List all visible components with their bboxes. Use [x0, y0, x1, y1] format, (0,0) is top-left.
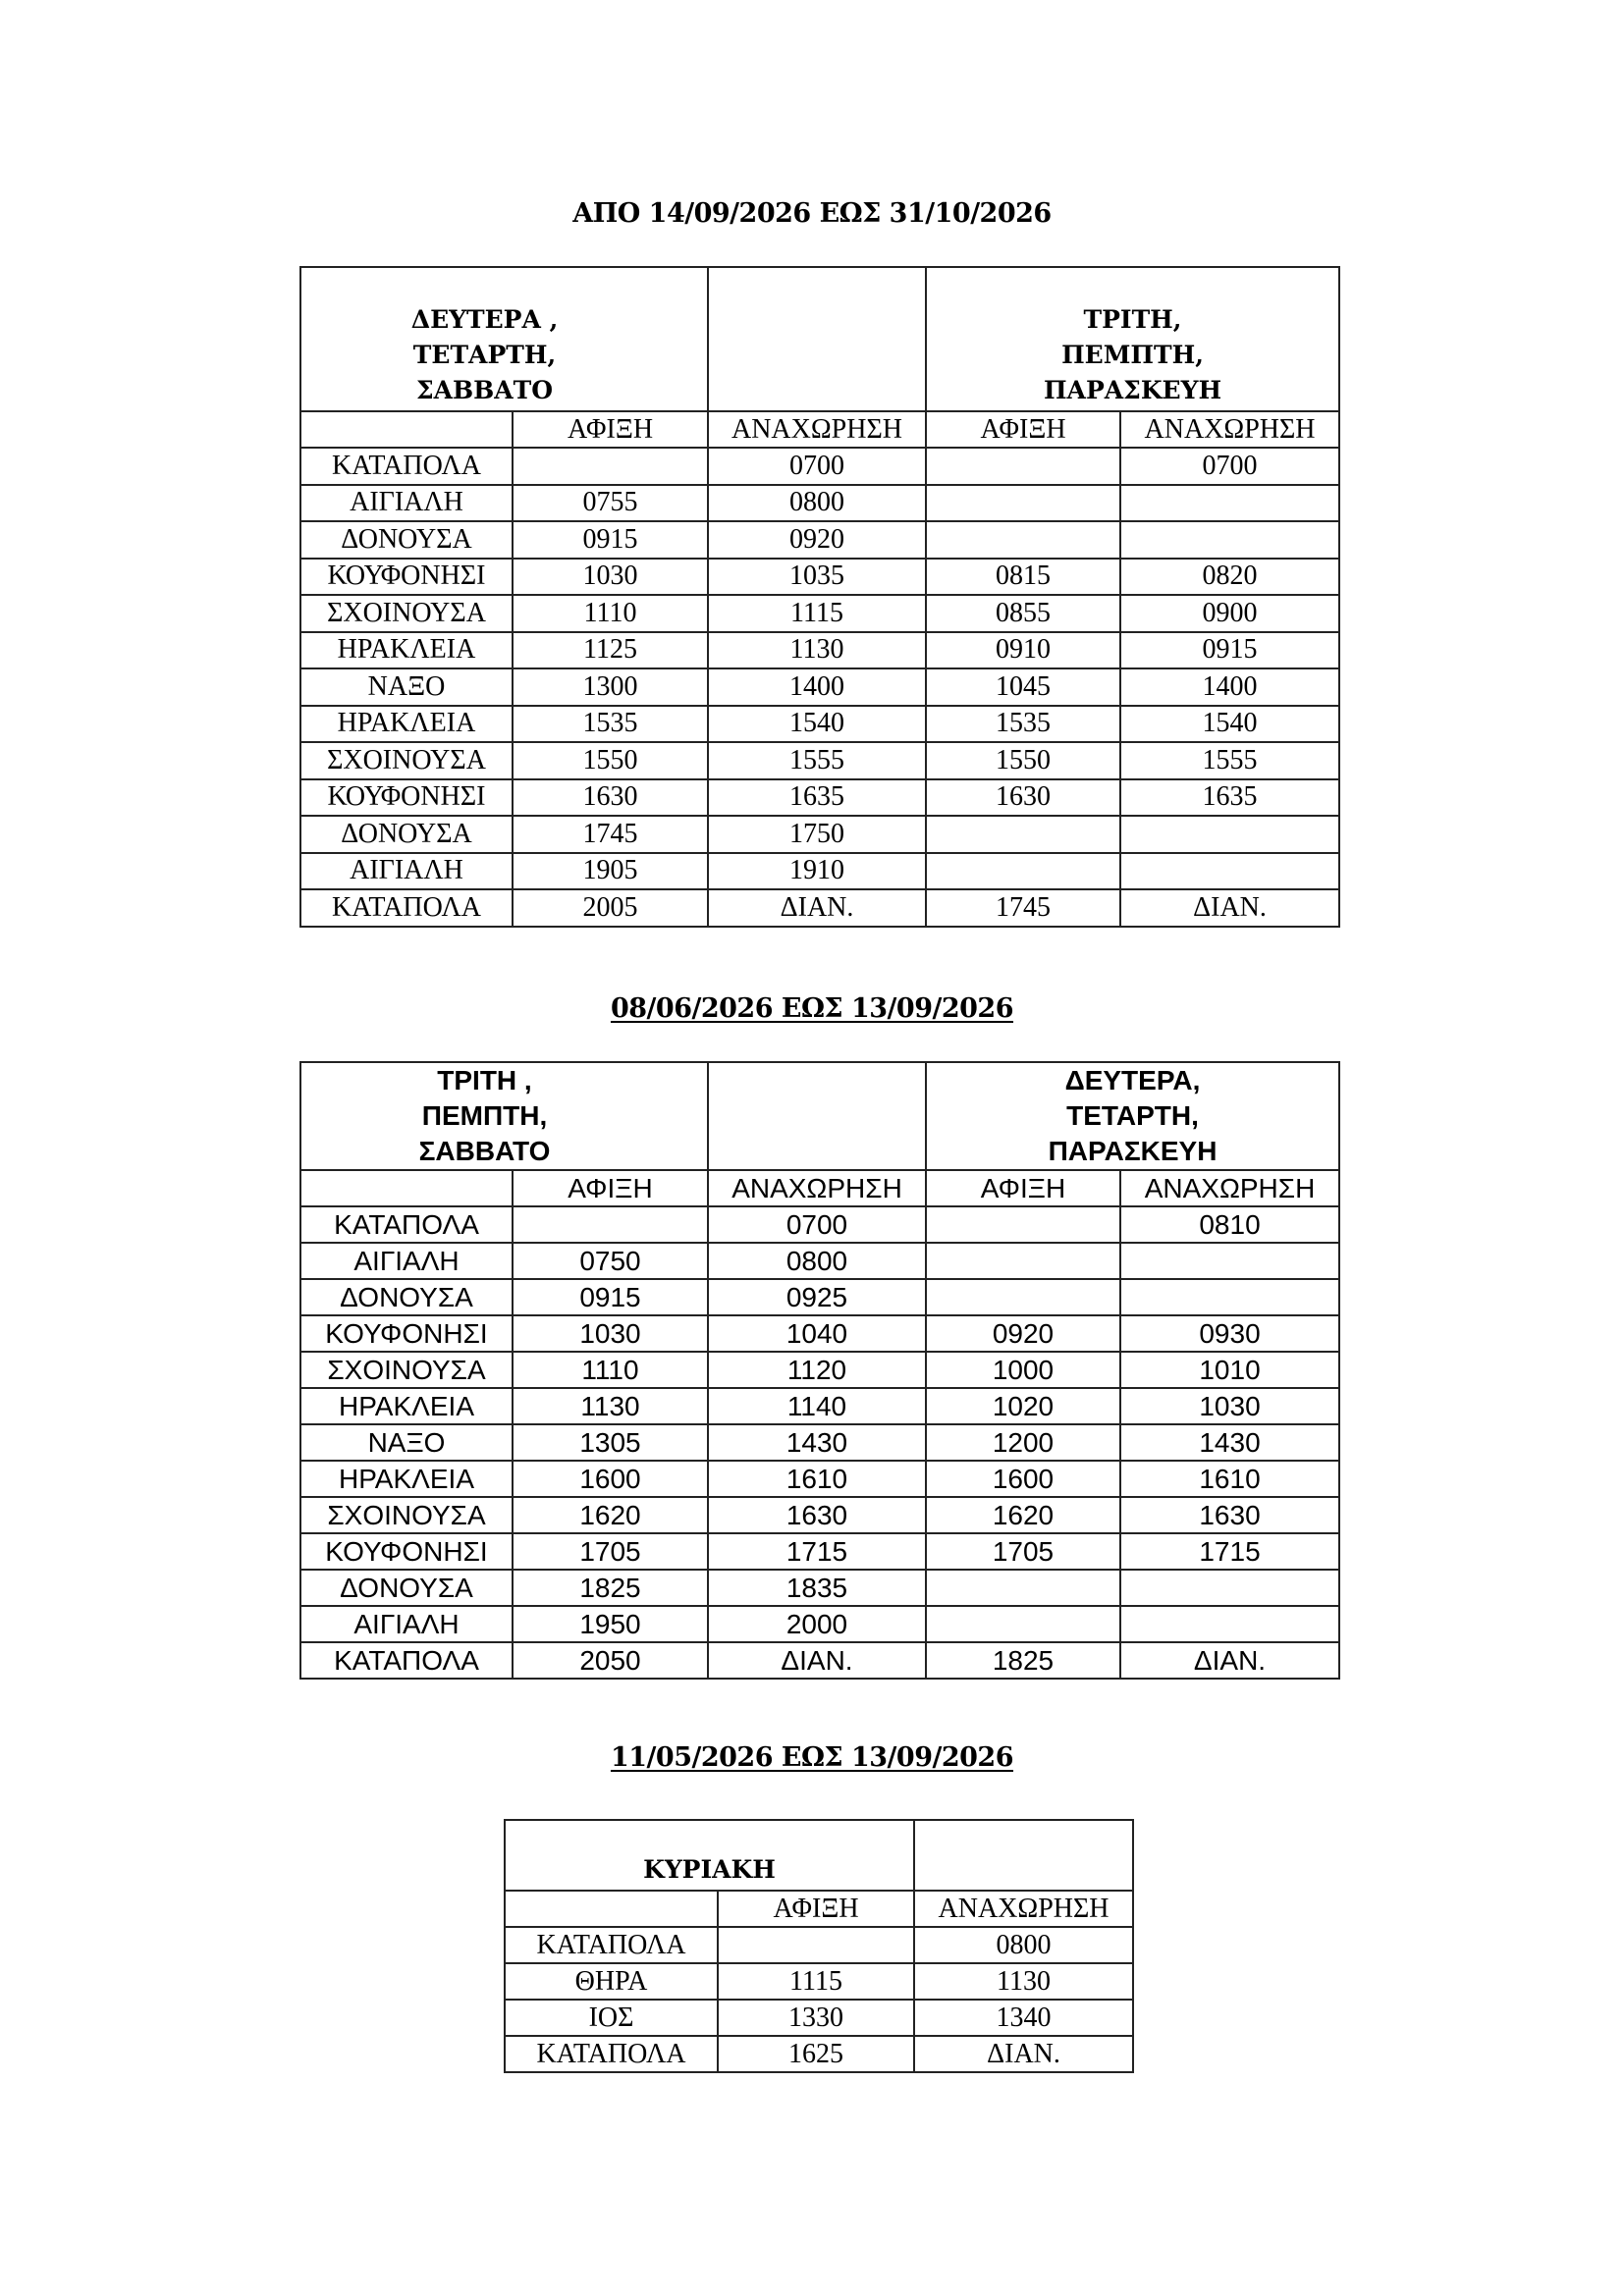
time-cell: 0700 [1120, 448, 1339, 485]
empty-header-cell [914, 1820, 1133, 1891]
column-header: ΑΝΑΧΩΡΗΣΗ [1120, 411, 1339, 448]
time-cell: 2050 [513, 1642, 708, 1679]
time-cell: 1030 [513, 1315, 708, 1352]
table-row [300, 1279, 1339, 1315]
port-name-cell: ΘΗΡΑ [505, 1963, 718, 2000]
time-cell [926, 485, 1120, 522]
schedule-table-2 [299, 1061, 1340, 1680]
time-cell: 0930 [1120, 1315, 1339, 1352]
section-2-title: 08/06/2026 ΕΩΣ 13/09/2026 [610, 993, 1014, 1024]
table-body [300, 448, 1339, 927]
table-row [300, 889, 1339, 927]
time-cell [1120, 853, 1339, 890]
time-cell: 1125 [513, 632, 708, 669]
time-cell: 1705 [926, 1533, 1120, 1570]
time-cell: 1835 [708, 1570, 926, 1606]
time-cell [718, 1927, 914, 1963]
table-row [300, 632, 1339, 669]
time-cell [926, 816, 1120, 853]
table-row [300, 1388, 1339, 1424]
port-name-cell: ΚΑΤΑΠΟΛΑ [300, 1206, 513, 1243]
port-name-cell: ΚΑΤΑΠΟΛΑ [300, 889, 513, 927]
table-row [300, 742, 1339, 779]
time-cell [926, 1570, 1120, 1606]
port-name-cell: ΗΡΑΚΛΕΙΑ [300, 632, 513, 669]
day-group-b: ΤΡΙΤΗ, ΠΕΜΠΤΗ, ΠΑΡΑΣΚΕΥΗ [926, 267, 1339, 411]
time-cell: 1130 [914, 1963, 1133, 2000]
port-name-cell: ΣΧΟΙΝΟΥΣΑ [300, 1497, 513, 1533]
time-cell: 1430 [708, 1424, 926, 1461]
time-cell [1120, 1606, 1339, 1642]
table-row [300, 1315, 1339, 1352]
time-cell: 1610 [708, 1461, 926, 1497]
column-header: ΑΝΑΧΩΡΗΣΗ [708, 1170, 926, 1206]
time-cell: 1905 [513, 853, 708, 890]
table-row [300, 706, 1339, 743]
column-header: ΑΦΙΞΗ [718, 1891, 914, 1927]
section-1-title: ΑΠΟ 14/09/2026 ΕΩΣ 31/10/2026 [572, 198, 1052, 229]
time-cell: 0915 [513, 521, 708, 559]
table-row [300, 1533, 1339, 1570]
column-header: ΑΦΙΞΗ [926, 411, 1120, 448]
time-cell: 1200 [926, 1424, 1120, 1461]
port-name-cell: ΗΡΑΚΛΕΙΑ [300, 1388, 513, 1424]
time-cell: 1330 [718, 2000, 914, 2036]
table-row [300, 1206, 1339, 1243]
time-cell: ΔΙΑΝ. [708, 889, 926, 927]
time-cell: 0810 [1120, 1206, 1339, 1243]
time-cell: 1610 [1120, 1461, 1339, 1497]
day-group-a: ΤΡΙΤΗ , ΠΕΜΠΤΗ, ΣΑΒΒΑΤΟ [300, 1062, 708, 1170]
table-row [300, 1606, 1339, 1642]
time-cell: 1340 [914, 2000, 1133, 2036]
time-cell: 0700 [708, 1206, 926, 1243]
column-header: ΑΦΙΞΗ [513, 1170, 708, 1206]
day-group-header-row [505, 1820, 1133, 1891]
time-cell: 1715 [1120, 1533, 1339, 1570]
time-cell: 0755 [513, 485, 708, 522]
table-row [300, 1424, 1339, 1461]
time-cell: 1110 [513, 1352, 708, 1388]
port-name-cell: ΚΑΤΑΠΟΛΑ [300, 1642, 513, 1679]
column-header: ΑΝΑΧΩΡΗΣΗ [914, 1891, 1133, 1927]
table-row [505, 1963, 1133, 2000]
time-cell [926, 1606, 1120, 1642]
time-cell: 1630 [513, 779, 708, 817]
time-cell [513, 1206, 708, 1243]
time-cell: 0920 [708, 521, 926, 559]
table-row [300, 1461, 1339, 1497]
time-cell: 0700 [708, 448, 926, 485]
time-cell [926, 853, 1120, 890]
time-cell: 0820 [1120, 559, 1339, 596]
port-name-cell: ΑΙΓΙΑΛΗ [300, 485, 513, 522]
port-name-cell: ΚΟΥΦΟΝΗΣΙ [300, 1315, 513, 1352]
column-header [300, 411, 513, 448]
time-cell [1120, 1279, 1339, 1315]
time-cell: 1400 [708, 668, 926, 706]
table-row [300, 1642, 1339, 1679]
time-cell: 0750 [513, 1243, 708, 1279]
time-cell: 1620 [926, 1497, 1120, 1533]
time-cell: 1110 [513, 595, 708, 632]
port-name-cell: ΚΟΥΦΟΝΗΣΙ [300, 779, 513, 817]
time-cell: 1625 [718, 2036, 914, 2072]
time-cell [1120, 816, 1339, 853]
port-name-cell: ΔΟΝΟΥΣΑ [300, 1279, 513, 1315]
time-cell: 1430 [1120, 1424, 1339, 1461]
port-name-cell: ΣΧΟΙΝΟΥΣΑ [300, 1352, 513, 1388]
time-cell: 1555 [1120, 742, 1339, 779]
column-header: ΑΝΑΧΩΡΗΣΗ [708, 411, 926, 448]
time-cell [926, 1243, 1120, 1279]
table-row [300, 779, 1339, 817]
time-cell: 1950 [513, 1606, 708, 1642]
time-cell: 0855 [926, 595, 1120, 632]
time-cell: 1630 [1120, 1497, 1339, 1533]
table-row [300, 853, 1339, 890]
table-body [505, 1927, 1133, 2072]
column-header-row [300, 1170, 1339, 1206]
time-cell: ΔΙΑΝ. [1120, 1642, 1339, 1679]
time-cell: 1745 [513, 816, 708, 853]
table-body [300, 1206, 1339, 1679]
time-cell [926, 1206, 1120, 1243]
port-name-cell: ΔΟΝΟΥΣΑ [300, 816, 513, 853]
time-cell: 1745 [926, 889, 1120, 927]
time-cell: 1825 [926, 1642, 1120, 1679]
time-cell: 1120 [708, 1352, 926, 1388]
table-row [300, 448, 1339, 485]
time-cell: 2000 [708, 1606, 926, 1642]
time-cell: 0800 [708, 1243, 926, 1279]
port-name-cell: ΣΧΟΙΝΟΥΣΑ [300, 742, 513, 779]
port-name-cell: ΑΙΓΙΑΛΗ [300, 1606, 513, 1642]
port-name-cell: ΝΑΞΟ [300, 1424, 513, 1461]
column-header: ΑΦΙΞΗ [926, 1170, 1120, 1206]
time-cell: 1040 [708, 1315, 926, 1352]
time-cell: 1540 [708, 706, 926, 743]
time-cell: 1400 [1120, 668, 1339, 706]
table-row [300, 1497, 1339, 1533]
time-cell: 1045 [926, 668, 1120, 706]
time-cell: 0800 [914, 1927, 1133, 1963]
table-row [300, 595, 1339, 632]
table-row [300, 521, 1339, 559]
table-row [300, 559, 1339, 596]
time-cell: 1535 [926, 706, 1120, 743]
time-cell: 1630 [926, 779, 1120, 817]
schedule-table-3 [504, 1819, 1134, 2073]
port-name-cell: ΗΡΑΚΛΕΙΑ [300, 706, 513, 743]
table-row [300, 1243, 1339, 1279]
port-name-cell: ΝΑΞΟ [300, 668, 513, 706]
day-group-a: ΔΕΥΤΕΡΑ , ΤΕΤΑΡΤΗ, ΣΑΒΒΑΤΟ [300, 267, 708, 411]
time-cell: 1825 [513, 1570, 708, 1606]
time-cell: ΔΙΑΝ. [1120, 889, 1339, 927]
time-cell: 1305 [513, 1424, 708, 1461]
day-group-header-row [300, 1062, 1339, 1170]
port-name-cell: ΚΑΤΑΠΟΛΑ [300, 448, 513, 485]
time-cell: 1600 [513, 1461, 708, 1497]
column-header: ΑΦΙΞΗ [513, 411, 708, 448]
time-cell [1120, 1570, 1339, 1606]
time-cell: 1010 [1120, 1352, 1339, 1388]
time-cell: 1115 [718, 1963, 914, 2000]
time-cell: 1550 [926, 742, 1120, 779]
day-group-a: ΚΥΡΙΑΚΗ [505, 1820, 914, 1891]
time-cell: 0920 [926, 1315, 1120, 1352]
column-header [505, 1891, 718, 1927]
port-name-cell: ΔΟΝΟΥΣΑ [300, 521, 513, 559]
time-cell: 0925 [708, 1279, 926, 1315]
time-cell: 1030 [1120, 1388, 1339, 1424]
column-header-row [505, 1891, 1133, 1927]
time-cell: 1020 [926, 1388, 1120, 1424]
time-cell [1120, 521, 1339, 559]
port-name-cell: ΚΑΤΑΠΟΛΑ [505, 2036, 718, 2072]
day-group-header-row [300, 267, 1339, 411]
time-cell [926, 521, 1120, 559]
table-row [505, 2036, 1133, 2072]
port-name-cell: ΚΑΤΑΠΟΛΑ [505, 1927, 718, 1963]
port-name-cell: ΣΧΟΙΝΟΥΣΑ [300, 595, 513, 632]
column-header: ΑΝΑΧΩΡΗΣΗ [1120, 1170, 1339, 1206]
port-name-cell: ΚΟΥΦΟΝΗΣΙ [300, 1533, 513, 1570]
port-name-cell: ΚΟΥΦΟΝΗΣΙ [300, 559, 513, 596]
time-cell: 1115 [708, 595, 926, 632]
time-cell: 1540 [1120, 706, 1339, 743]
time-cell: ΔΙΑΝ. [708, 1642, 926, 1679]
time-cell [926, 1279, 1120, 1315]
time-cell: 1000 [926, 1352, 1120, 1388]
port-name-cell: ΙΟΣ [505, 2000, 718, 2036]
time-cell: 1620 [513, 1497, 708, 1533]
port-name-cell: ΑΙΓΙΑΛΗ [300, 1243, 513, 1279]
time-cell: 1600 [926, 1461, 1120, 1497]
time-cell: 1535 [513, 706, 708, 743]
time-cell: 1035 [708, 559, 926, 596]
time-cell: 2005 [513, 889, 708, 927]
port-name-cell: ΑΙΓΙΑΛΗ [300, 853, 513, 890]
time-cell: 0900 [1120, 595, 1339, 632]
time-cell: 1555 [708, 742, 926, 779]
section-3-title: 11/05/2026 ΕΩΣ 13/09/2026 [610, 1742, 1014, 1773]
table-row [300, 1352, 1339, 1388]
time-cell: 0800 [708, 485, 926, 522]
time-cell: 1715 [708, 1533, 926, 1570]
column-header [300, 1170, 513, 1206]
time-cell [926, 448, 1120, 485]
time-cell: 1635 [1120, 779, 1339, 817]
time-cell: 1635 [708, 779, 926, 817]
time-cell: ΔΙΑΝ. [914, 2036, 1133, 2072]
column-header-row [300, 411, 1339, 448]
table-row [505, 1927, 1133, 1963]
time-cell: 1140 [708, 1388, 926, 1424]
time-cell: 1130 [708, 632, 926, 669]
time-cell: 0910 [926, 632, 1120, 669]
time-cell: 1130 [513, 1388, 708, 1424]
empty-header-cell [708, 267, 926, 411]
time-cell: 0915 [513, 1279, 708, 1315]
table-row [300, 816, 1339, 853]
time-cell [513, 448, 708, 485]
schedule-table-1 [299, 266, 1340, 928]
table-row [505, 2000, 1133, 2036]
time-cell: 1550 [513, 742, 708, 779]
time-cell: 1705 [513, 1533, 708, 1570]
port-name-cell: ΗΡΑΚΛΕΙΑ [300, 1461, 513, 1497]
table-row [300, 668, 1339, 706]
time-cell [1120, 485, 1339, 522]
time-cell [1120, 1243, 1339, 1279]
time-cell: 0815 [926, 559, 1120, 596]
empty-header-cell [708, 1062, 926, 1170]
table-row [300, 485, 1339, 522]
time-cell: 1030 [513, 559, 708, 596]
day-group-b: ΔΕΥΤΕΡΑ, ΤΕΤΑΡΤΗ, ΠΑΡΑΣΚΕΥΗ [926, 1062, 1339, 1170]
port-name-cell: ΔΟΝΟΥΣΑ [300, 1570, 513, 1606]
time-cell: 1300 [513, 668, 708, 706]
table-row [300, 1570, 1339, 1606]
time-cell: 1910 [708, 853, 926, 890]
time-cell: 1750 [708, 816, 926, 853]
time-cell: 0915 [1120, 632, 1339, 669]
time-cell: 1630 [708, 1497, 926, 1533]
